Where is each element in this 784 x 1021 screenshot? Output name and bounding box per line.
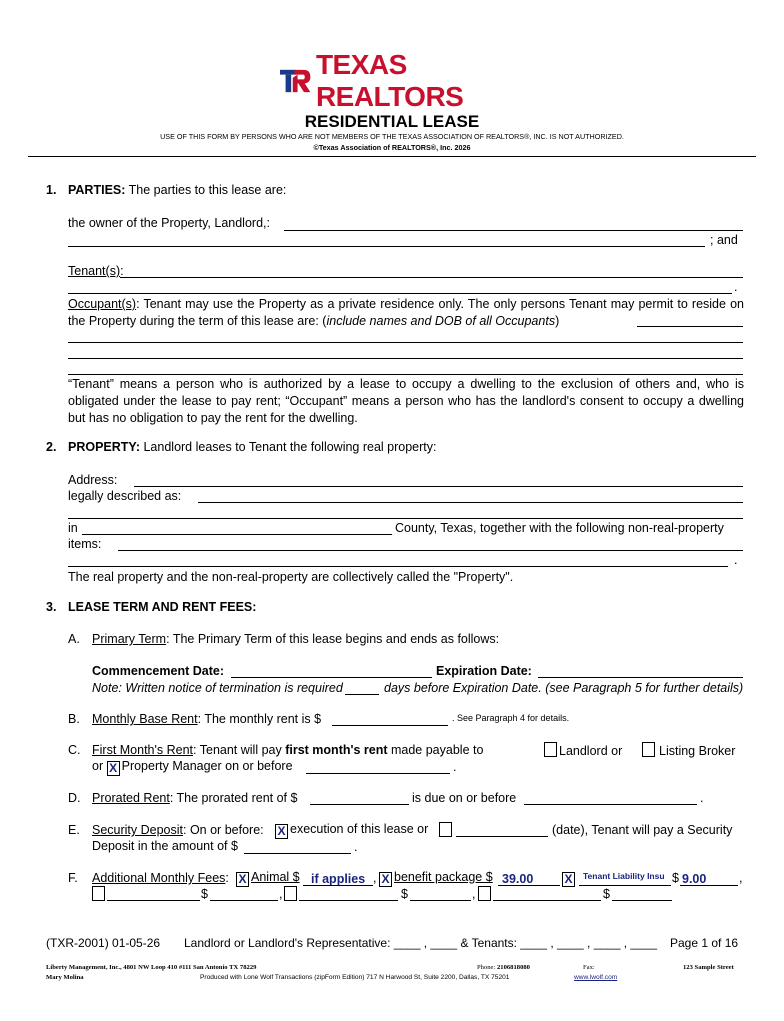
deposit-date-option (439, 822, 454, 838)
footer-fax: Fax: (583, 964, 595, 971)
broker-checkbox[interactable] (642, 742, 655, 757)
expiration-field[interactable] (538, 677, 743, 678)
extra-fee-3-checkbox[interactable] (478, 886, 491, 901)
footer-produced: Produced with Lone Wolf Transactions (zipForm Edition) 717 N Harwood St, Suite 2200, Dallas, TX 75201 (200, 974, 510, 981)
animal-checkbox[interactable]: X (236, 872, 249, 887)
item-c-letter: C. (68, 743, 81, 757)
liability-fee (562, 870, 577, 887)
owner-label: the owner of the Property, Landlord,: (68, 216, 270, 230)
tenants-label: Tenant(s): (68, 264, 124, 278)
footer-street: 123 Sample Street (683, 964, 734, 971)
item-e-letter: E. (68, 823, 80, 837)
extra-fee-1-name[interactable] (107, 900, 200, 901)
item-b-letter: B. (68, 712, 80, 726)
section-1-heading: PARTIES: The parties to this lease are: (68, 183, 287, 197)
prorated-due-label: is due on or before (412, 791, 517, 805)
tenants-field-2[interactable] (68, 293, 732, 294)
execution-checkbox[interactable]: X (275, 824, 288, 839)
section-2-heading: PROPERTY: Landlord leases to Tenant the following real property: (68, 440, 437, 454)
liability-fee-value[interactable]: 9.00 (682, 872, 707, 886)
liability-label-underline (579, 885, 671, 886)
section-3-heading: LEASE TERM AND RENT FEES: (68, 600, 257, 614)
first-month-rent: First Month's Rent: Tenant will pay first month's rent made payable to (92, 743, 484, 757)
section-3-number: 3. (46, 600, 57, 614)
extra-fee-1-checkbox[interactable] (92, 886, 105, 901)
animal-fee-value[interactable]: if applies (311, 872, 366, 886)
deposit-amount-label: Deposit in the amount of $ (92, 839, 238, 853)
broker-option: Listing Broker (642, 742, 735, 758)
initials-line[interactable]: Landlord or Landlord's Representative: ____ , ____ & Tenants: ____ , ____ , ____ , ____ (184, 936, 658, 950)
section-1-number: 1. (46, 183, 57, 197)
benefit-fee-value[interactable]: 39.00 (502, 872, 534, 886)
liability-dollar: $ (672, 871, 679, 885)
prorated-rent: Prorated Rent: The prorated rent of $ (92, 791, 298, 805)
tr-logo-icon (280, 65, 312, 97)
liability-comma: , (739, 871, 743, 885)
monthly-base-rent: Monthly Base Rent: The monthly rent is $ (92, 712, 322, 726)
prorated-date-field[interactable] (524, 804, 697, 805)
liability-fee-underline (680, 885, 738, 886)
liability-fee-label: Tenant Liability Insu (583, 871, 665, 881)
extra-fee-2-checkbox[interactable] (284, 886, 297, 901)
occupants-field-3[interactable] (68, 358, 743, 359)
occupants-field-2[interactable] (68, 342, 743, 343)
deposit-date-checkbox[interactable] (439, 822, 452, 837)
extra-fee-1-amount[interactable] (210, 900, 278, 901)
occupants-paragraph: Occupant(s): Tenant may use the Property as a private residence only. The only persons Tenant may permit to reside on the Property during the term of this lease are: (include names and DOB of all Occupants) (68, 297, 744, 328)
extra-fee-3-dollar: $ (603, 887, 610, 901)
deposit-date-text: (date), Tenant will pay a Security (552, 823, 733, 837)
footer-link[interactable]: www.lwolf.com (574, 974, 618, 981)
landlord-option: Landlord or (544, 742, 622, 758)
property-manager-checkbox[interactable]: X (107, 761, 120, 776)
property-closing: The real property and the non-real-property are collectively called the "Property". (68, 570, 514, 584)
form-notice: USE OF THIS FORM BY PERSONS WHO ARE NOT MEMBERS OF THE TEXAS ASSOCIATION OF REALTORS®, INC. IS NOT AUTHORIZED. (160, 132, 624, 141)
items-field-2[interactable] (68, 566, 728, 567)
animal-fee: X Animal $ (236, 870, 300, 887)
extra-fee-1-comma: , (279, 887, 283, 901)
tenants-period: . (734, 280, 738, 294)
owner-field-2[interactable] (68, 246, 705, 247)
termination-note-end: days before Expiration Date. (see Paragraph 5 for further details) (384, 681, 744, 695)
additional-fees-label: Additional Monthly Fees: (92, 871, 229, 885)
item-d-letter: D. (68, 791, 81, 805)
animal-comma: , (373, 871, 377, 885)
extra-fee-2-amount[interactable] (410, 900, 471, 901)
prorated-amount-field[interactable] (310, 804, 409, 805)
deposit-amount-field[interactable] (244, 853, 351, 854)
deposit-period: . (354, 840, 358, 854)
texas-realtors-logo (280, 49, 512, 112)
footer-phone: Phone: 2106818080 (477, 964, 530, 971)
termination-note-start: Note: Written notice of termination is required (92, 681, 343, 695)
legal-description-label: legally described as: (68, 489, 182, 503)
extra-fee-1 (92, 886, 107, 902)
termination-days-field[interactable] (345, 694, 379, 695)
form-id: (TXR-2001) 01-05-26 (46, 936, 161, 950)
benefit-checkbox[interactable]: X (379, 872, 392, 887)
footer-company: Liberty Management, Inc., 4801 NW Loop 410 #111 San Antonio TX 78229 (46, 964, 257, 971)
deposit-date-field[interactable] (456, 836, 548, 837)
extra-fee-1-dollar: $ (201, 887, 208, 901)
commencement-field[interactable] (231, 677, 432, 678)
benefit-fee: X benefit package $ (379, 870, 493, 887)
extra-fee-2-name[interactable] (299, 900, 398, 901)
items-period: . (734, 553, 738, 567)
header-divider (28, 156, 756, 157)
first-month-date-field[interactable] (306, 773, 450, 774)
expiration-label: Expiration Date: (436, 664, 532, 678)
page-number: Page 1 of 16 (670, 936, 739, 950)
section-2-number: 2. (46, 440, 57, 454)
animal-fee-underline (303, 885, 373, 886)
primary-term: Primary Term: The Primary Term of this lease begins and ends as follows: (92, 632, 500, 646)
monthly-rent-field[interactable] (332, 725, 448, 726)
rent-note: . See Paragraph 4 for details. (452, 713, 570, 723)
benefit-fee-underline (498, 885, 560, 886)
tenant-definition: “Tenant” means a person who is authorized by a lease to occupy a dwelling to the exclusion of others and, who is obligated under the lease to pay rent; “Occupant” means a person who has the landlord's consent to occupy a dwelling but has no obligation to pay the rent for the dwelling. (68, 377, 744, 425)
occupants-field[interactable] (637, 326, 743, 327)
extra-fee-2-comma: , (472, 887, 476, 901)
prorated-period: . (700, 791, 704, 805)
county-field[interactable] (82, 534, 392, 535)
execution-option: X execution of this lease or (275, 822, 428, 839)
first-month-period: . (453, 760, 457, 774)
owner-field[interactable] (284, 230, 743, 231)
logo-text: TEXAS REALTORS (315, 49, 464, 112)
items-label: items: (68, 537, 102, 551)
liability-checkbox[interactable]: X (562, 872, 575, 887)
extra-fee-3-name[interactable] (493, 900, 601, 901)
footer-agent: Mary Molina (46, 974, 84, 981)
items-field[interactable] (118, 550, 743, 551)
legal-description-field[interactable] (198, 502, 743, 503)
in-label: in (68, 521, 78, 535)
landlord-checkbox[interactable] (544, 742, 557, 757)
item-f-letter: F. (68, 871, 78, 885)
address-label: Address: (68, 473, 118, 487)
property-manager-option: or X Property Manager on or before (92, 759, 293, 775)
extra-fee-2 (284, 886, 299, 902)
address-field[interactable] (134, 486, 743, 487)
county-text: County, Texas, together with the following non-real-property (395, 521, 724, 535)
extra-fee-3 (478, 886, 493, 902)
legal-description-field-2[interactable] (68, 518, 743, 519)
form-copyright: ©Texas Association of REALTORS®, Inc. 2026 (313, 143, 471, 152)
occupants-field-4[interactable] (68, 374, 743, 375)
extra-fee-3-amount[interactable] (612, 900, 672, 901)
item-a-letter: A. (68, 632, 80, 646)
form-title: RESIDENTIAL LEASE (304, 112, 480, 131)
and-text: ; and (710, 233, 738, 247)
security-deposit: Security Deposit: On or before: (92, 823, 264, 837)
extra-fee-2-dollar: $ (401, 887, 408, 901)
tenants-field[interactable] (120, 277, 743, 278)
commencement-label: Commencement Date: (92, 664, 224, 678)
